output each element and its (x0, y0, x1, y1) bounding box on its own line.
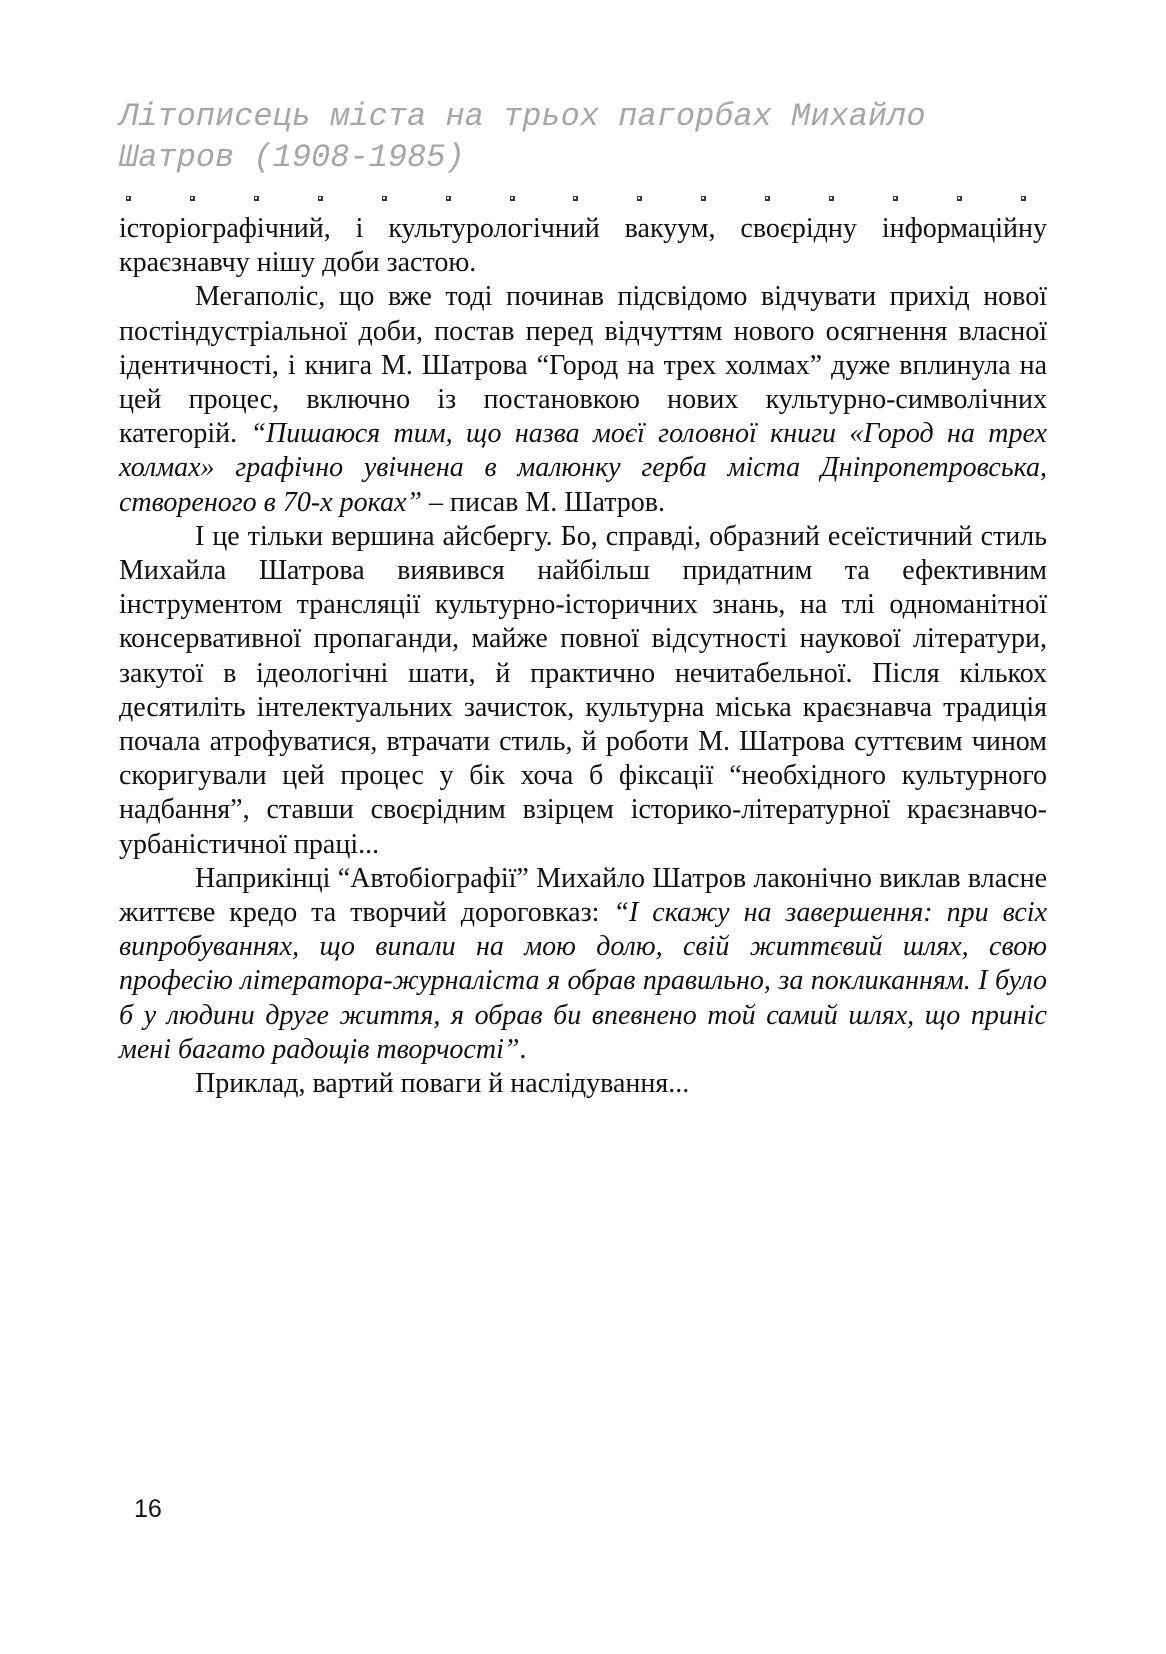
paragraph-continuation (119, 212, 1047, 280)
running-header-title: Літописець міста на трьох пагорбах Михайло Шатров (1908-1985) (119, 98, 926, 176)
divider-mark (446, 196, 451, 201)
divider-mark (957, 196, 962, 201)
paragraph-text-after-quote: . (519, 1033, 527, 1065)
divider-mark (126, 196, 131, 201)
divider-mark (382, 196, 387, 201)
page-number: 16 (134, 1495, 162, 1523)
divider-mark (637, 196, 642, 201)
article-body (119, 212, 1047, 1101)
divider-mark (318, 196, 323, 201)
paragraph-text: Наприкінці “Автобіографії” Михайло Шатров лаконічно виклав власне життєве кредо та творчий дороговказ: (119, 862, 1047, 929)
ornamental-divider (126, 191, 1026, 205)
divider-mark (190, 196, 195, 201)
paragraph-text-after-quote: – писав М. Шатров. (421, 486, 666, 518)
paragraph-quote: “Пишаюся тим, що назва моєї головної книги «Город на трех холмах» графічно увічнена в малюнку герба міста Дніпропетровська, створеного в 70-х роках” (119, 418, 1047, 518)
paragraph-closing (119, 1067, 1047, 1101)
paragraph-autobiography (119, 862, 1047, 1067)
paragraph-text: історіографічний, і культурологічний вакуум, своєрідну інформаційну краєзнавчу нішу доби застою. (119, 213, 1047, 279)
divider-mark (510, 196, 515, 201)
divider-mark (893, 196, 898, 201)
divider-mark (829, 196, 834, 201)
divider-mark (254, 196, 259, 201)
divider-mark (701, 196, 706, 201)
paragraph-text: Мегаполіс, що вже тоді починав підсвідомо відчувати прихід нової постіндустріальної доби, постав перед відчуттям нового осягнення власної ідентичності, і книга М. Шатрова “Город на трех холмах” дуже вплинула на цей процес, включно із постановкою нових культурно-символічних категорій. (119, 281, 1047, 450)
divider-mark (765, 196, 770, 201)
paragraph-megapolis (119, 280, 1047, 519)
paragraph-text: І це тільки вершина айсбергу. Бо, справді, образний есеїстичний стиль Михайла Шатрова виявився найбільш придатним та ефективним інструментом трансляції культурно-історичних знань, на тлі одноманітної консервативної пропаганди, майже повної відсутності наукової літератури, закутої в ідеологічні шати, й практично нечитабельної. Після кількох десятиліть інтелектуальних зачисток, культурна міська краєзнавча традиція почала атрофуватися, втрачати стиль, й роботи М. Шатрова суттєвим чином скоригували цей процес у бік хоча б фіксації “необхідного культурного надбання”, ставши своєрідним взірцем історико-літературної краєзнавчо-урбаністичної праці... (119, 520, 1047, 860)
divider-mark (1021, 196, 1026, 201)
divider-mark (573, 196, 578, 201)
paragraph-iceberg (119, 520, 1047, 862)
paragraph-quote: “І скажу на завершення: при всіх випробуваннях, що випали на мою долю, свій життєвий шлях, свою професію літератора-журналіста я обрав правильно, за покликанням. І було б у людини друге життя, я обрав би впевнено той самий шлях, що приніс мені багато радощів творчості” (119, 897, 1047, 1065)
paragraph-text: Приклад, вартий поваги й наслідування... (195, 1068, 690, 1100)
